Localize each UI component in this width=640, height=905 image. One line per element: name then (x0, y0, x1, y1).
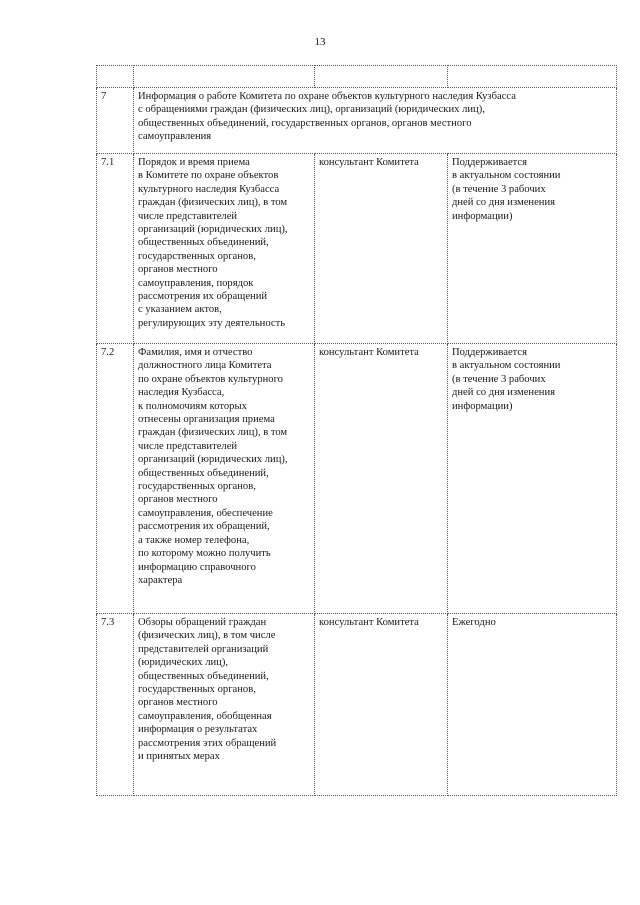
row-number: 7.2 (97, 344, 134, 614)
row-responsible: консультант Комитета (315, 154, 448, 344)
description-line: общественных объединений, (138, 467, 269, 479)
description-line: (физических лиц), в том числе (138, 630, 276, 642)
description-line: культурного наследия Кузбасса (138, 183, 280, 195)
frequency-line: Ежегодно (452, 617, 496, 628)
description-line: рассмотрения этих обращений (138, 737, 277, 749)
row-frequency (448, 614, 617, 796)
row-responsible: консультант Комитета (315, 344, 448, 614)
row-frequency (448, 154, 617, 344)
header-cell (134, 66, 315, 88)
frequency-line: дней со дня изменения (452, 387, 555, 399)
table-row (97, 154, 617, 344)
description-line: самоуправления, порядок (138, 277, 254, 289)
frequency-line: дней со дня изменения (452, 197, 555, 209)
description-line: должностного лица Комитета (138, 360, 272, 372)
description-line: информация о результатах (138, 724, 258, 736)
description-line: самоуправления, обеспечение (138, 507, 273, 519)
description-line: в Комитете по охране объектов (138, 170, 279, 182)
description-line: регулирующих эту деятельность (138, 317, 286, 329)
description-line: общественных объединений, (138, 670, 269, 682)
description-line: общественных объединений, (138, 237, 269, 249)
frequency-line: информации) (452, 400, 513, 412)
information-table (96, 65, 617, 796)
frequency-line: в актуальном состоянии (452, 170, 561, 182)
description-line: по охране объектов культурного (138, 373, 283, 385)
description-line: организаций (юридических лиц), (138, 224, 288, 236)
description-line: Обзоры обращений граждан (138, 617, 267, 628)
section-title-line: с обращениями граждан (физических лиц), организаций (юридических лиц), (138, 104, 485, 116)
row-responsible: консультант Комитета (315, 614, 448, 796)
description-line: органов местного (138, 697, 218, 709)
description-line: характера (138, 574, 183, 586)
frequency-line: (в течение 3 рабочих (452, 373, 546, 385)
description-line: органов местного (138, 264, 218, 276)
description-line: государственных органов, (138, 481, 256, 493)
frequency-line: Поддерживается (452, 157, 528, 168)
description-line: числе представителей (138, 210, 238, 222)
frequency-line: Поддерживается (452, 347, 528, 358)
description-line: организаций (юридических лиц), (138, 454, 288, 466)
description-line: государственных органов, (138, 250, 256, 262)
row-description (134, 614, 315, 796)
row-number: 7.3 (97, 614, 134, 796)
description-line: рассмотрения их обращений (138, 291, 268, 303)
row-description (134, 344, 315, 614)
frequency-line: в актуальном состоянии (452, 360, 561, 372)
header-cell (448, 66, 617, 88)
description-line: и принятых мерах (138, 751, 220, 763)
description-line: граждан (физических лиц), в том (138, 427, 288, 439)
description-line: информацию справочного (138, 561, 256, 573)
description-line: Порядок и время приема (138, 157, 250, 168)
description-line: органов местного (138, 494, 218, 506)
section-title-line: самоуправления (138, 131, 212, 143)
frequency-line: информации) (452, 210, 513, 222)
section-title-line: Информация о работе Комитета по охране объектов культурного наследия Кузбасса (138, 91, 516, 102)
table-row (97, 344, 617, 614)
frequency-line: (в течение 3 рабочих (452, 183, 546, 195)
description-line: а также номер телефона, (138, 534, 250, 546)
section-title (134, 88, 617, 154)
description-line: (юридических лиц), (138, 657, 229, 669)
description-line: представителей организаций (138, 643, 269, 655)
description-line: рассмотрения их обращений, (138, 521, 270, 533)
description-line: числе представителей (138, 440, 238, 452)
row-description (134, 154, 315, 344)
header-spacer-row (97, 66, 617, 88)
description-line: Фамилия, имя и отчество (138, 347, 253, 358)
description-line: с указанием актов, (138, 304, 222, 316)
page-number: 13 (314, 36, 326, 48)
section-row (97, 88, 617, 154)
description-line: отнесены организация приема (138, 414, 275, 426)
header-cell (315, 66, 448, 88)
description-line: по которому можно получить (138, 548, 271, 560)
description-line: к полномочиям которых (138, 400, 247, 412)
description-line: граждан (физических лиц), в том (138, 197, 288, 209)
row-frequency (448, 344, 617, 614)
description-line: самоуправления, обобщенная (138, 710, 272, 722)
table-row (97, 614, 617, 796)
section-number: 7 (97, 88, 134, 154)
row-number: 7.1 (97, 154, 134, 344)
description-line: государственных органов, (138, 684, 256, 696)
header-cell (97, 66, 134, 88)
section-title-line: общественных объединений, государственных органов, органов местного (138, 117, 472, 129)
description-line: наследия Кузбасса, (138, 387, 225, 399)
